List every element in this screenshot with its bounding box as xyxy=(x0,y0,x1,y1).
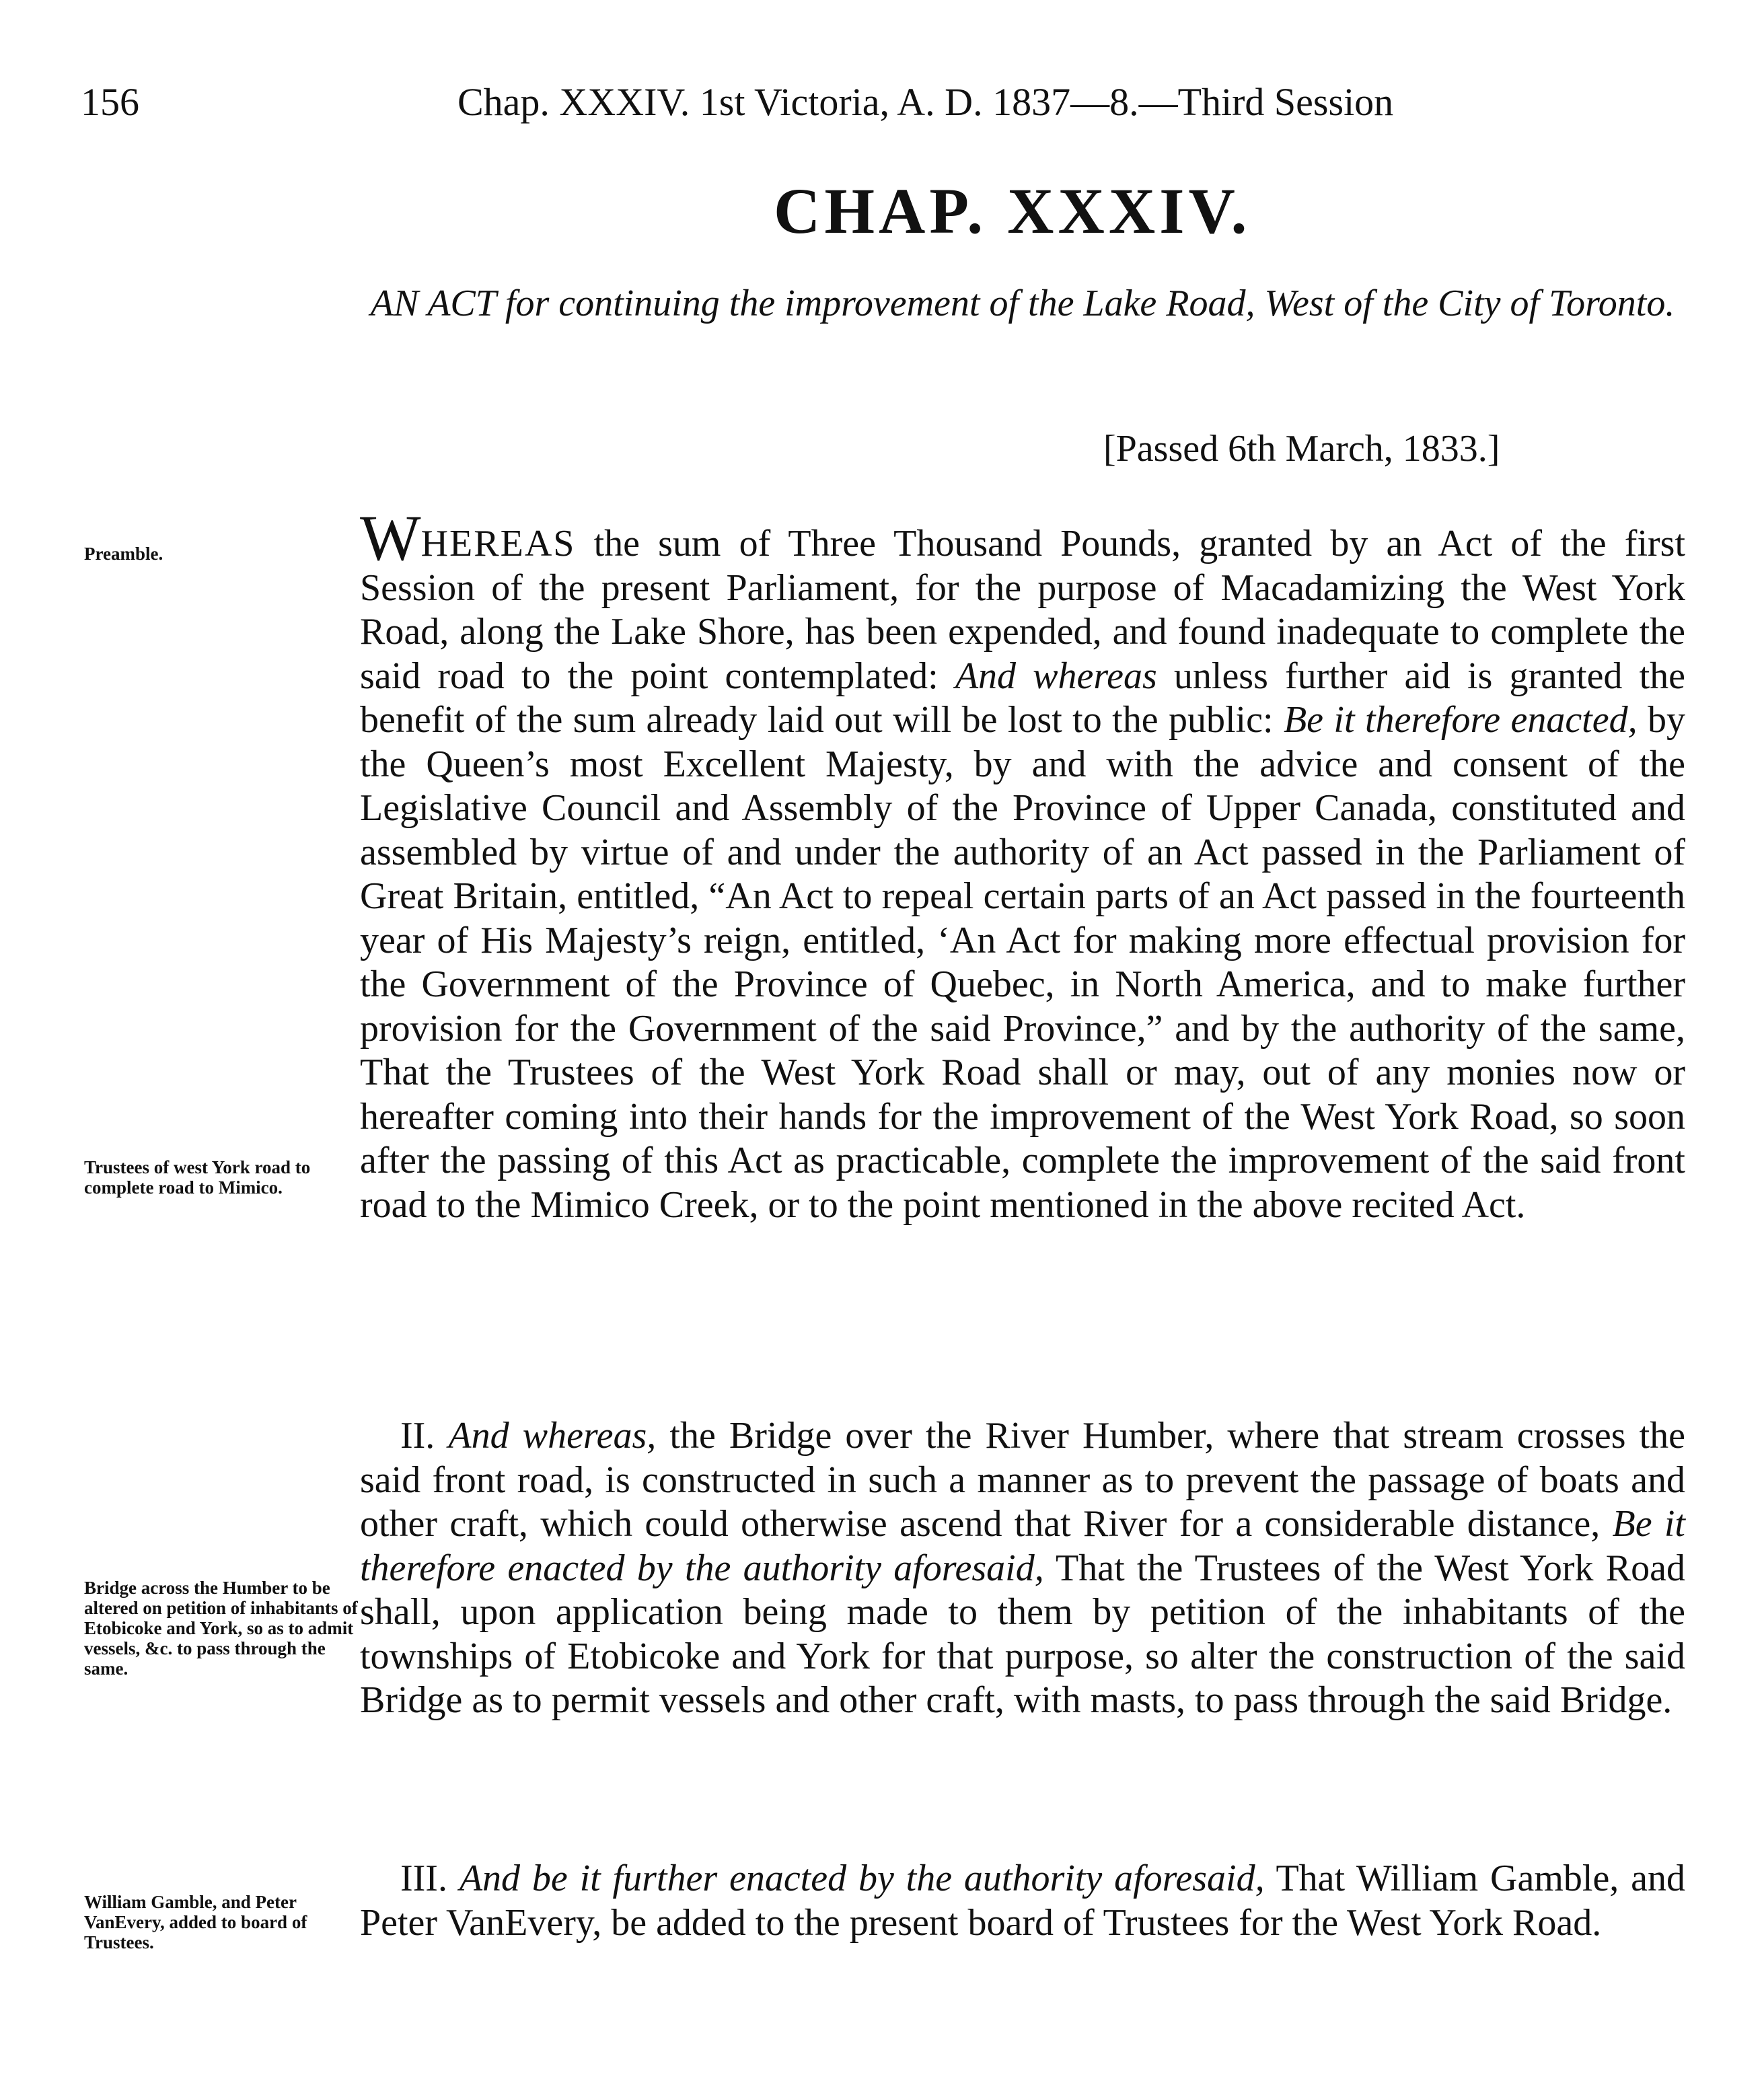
drop-cap: W xyxy=(360,502,421,574)
margin-note-bridge: Bridge across the Humber to be altered on petition of inhabitants of Etobicoke and York, so as to admit vessels, &c. to pass through the same. xyxy=(84,1578,358,1679)
running-title: Chap. XXXIV. 1st Victoria, A. D. 1837—8.—Third Session xyxy=(457,80,1394,124)
section-3 xyxy=(360,1857,1685,1945)
act-title: AN ACT for continuing the improvement of the Lake Road, West of the City of Toronto. xyxy=(370,283,1675,324)
margin-note-gamble: William Gamble, and Peter VanEvery, added to board of Trustees. xyxy=(84,1892,307,1952)
section-1 xyxy=(360,502,1686,1227)
section-2-numeral: II. xyxy=(400,1415,435,1457)
section-3-numeral: III. xyxy=(400,1858,447,1899)
section-3-text-a: That William Gamble, and Peter VanEvery, be added to the present board of Trustees for the West York Road. xyxy=(360,1858,1686,1944)
opening-word: HEREAS xyxy=(420,523,576,564)
margin-note-preamble: Preamble. xyxy=(84,544,163,564)
section-2-italic-a: And whereas, xyxy=(448,1415,657,1457)
section-2-italic-b: Be it therefore enacted by the authority aforesaid, xyxy=(360,1503,1685,1589)
section-2-text-a: the Bridge over the River Humber, where that stream crosses the said front road, is constructed in such a manner as to prevent the passage of boats and other craft, which could otherwise ascend that River for a considerable distance, xyxy=(360,1415,1686,1545)
section-3-italic-a: And be it further enacted by the authority aforesaid, xyxy=(459,1858,1265,1899)
section-1-text-b: unless further aid is granted the benefit of the sum already laid out will be lost to the public: xyxy=(360,655,1686,741)
section-1-italic-a: And whereas xyxy=(955,655,1157,697)
running-header xyxy=(81,79,1689,133)
section-2 xyxy=(360,1414,1685,1723)
section-2-text-b: That the Trustees of the West York Road shall, upon application being made to them by petition of the inhabitants of the townships of Etobicoke and York for that purpose, so alter the construction of the said Bridge as to permit vessels and other craft, with masts, to pass through the said Bridge. xyxy=(360,1547,1685,1721)
section-1-italic-b: Be it therefore enacted, xyxy=(1283,699,1638,741)
section-1-text-c: by the Queen’s most Excellent Majesty, by and with the advice and consent of the Legislative Council and Assembly of the Province of Upper Canada, constituted and assembled by virtue of and under the authority of an Act passed in the Parliament of Great Britain, entitled, “An Act to repeal certain parts of an Act passed in the fourteenth year of His Majesty’s reign, entitled, ‘An Act for making more effectual provision for the Government of the Province of Quebec, in North America, and to make further provision for the Government of the said Province,” and by the authority of the same, That the Trustees of the West York Road shall or may, out of any monies now or hereafter coming into their hands for the improvement of the West York Road, so soon after the passing of this Act as practicable, complete the improvement of the said front road to the Mimico Creek, or to the point mentioned in the above recited Act. xyxy=(360,699,1686,1226)
margin-note-trustees: Trustees of west York road to complete road to Mimico. xyxy=(84,1157,311,1198)
section-1-text-a: the sum of Three Thousand Pounds, granted by an Act of the first Session of the present Parliament, for the purpose of Macadamizing the West York Road, along the Lake Shore, has been expended, and found inadequate to complete the said road to the point contemplated: xyxy=(360,523,1685,697)
chapter-title: CHAP. XXXIV. xyxy=(774,175,1251,247)
passed-date: [Passed 6th March, 1833.] xyxy=(1103,428,1500,470)
page-number: 156 xyxy=(81,80,139,124)
